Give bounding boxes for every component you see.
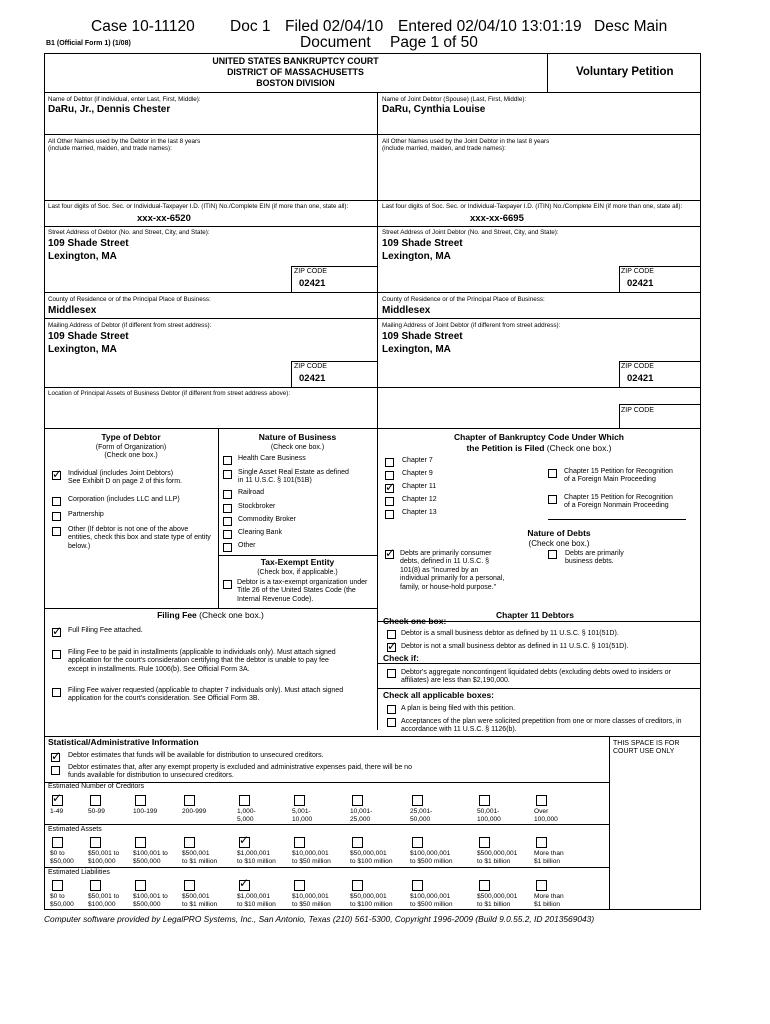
entered-date: Entered 02/04/10 13:01:19 (398, 18, 582, 35)
nature-of-business-checkbox-5[interactable] (223, 530, 232, 539)
tax-exempt-checkbox[interactable] (223, 580, 232, 589)
nature-of-business-label-0: Health Care Business (238, 455, 306, 462)
assets-checkbox-7[interactable] (412, 837, 423, 848)
chapter-right-label-1: Chapter 15 Petition for Recognition of a Foreign Nonmain Proceeding (564, 494, 673, 510)
joint-mail-zip: 02421 (627, 373, 654, 384)
small-business-checkbox[interactable] (387, 630, 396, 639)
form-id: B1 (Official Form 1) (1/08) (46, 40, 131, 47)
nature-of-business-label-5: Clearing Bank (238, 529, 282, 536)
court-line3: BOSTON DIVISION (256, 78, 335, 88)
liabilities-label-2: $100,001 to $500,000 (133, 893, 168, 908)
assets-checkbox-4[interactable] (239, 837, 250, 848)
creditors-label-5: 5,001- 10,000 (292, 808, 313, 823)
joint-zip-label: ZIP CODE (621, 268, 654, 275)
nature-of-business-title: Nature of Business (258, 432, 337, 442)
creditors-label-0: 1-49 (50, 808, 64, 815)
debtor-other-names-label: All Other Names used by the Debtor in the last 8 years (include married, maiden, and trade names): (48, 138, 201, 153)
chapter11-check-one: Check one box: (383, 616, 447, 626)
creditors-label-4: 1,000- 5,000 (237, 808, 256, 823)
court-line1: UNITED STATES BANKRUPTCY COURT (212, 56, 379, 66)
creditors-checkbox-7[interactable] (412, 795, 423, 806)
chapter-left-checkbox-3[interactable] (385, 497, 394, 506)
liabilities-checkbox-2[interactable] (135, 880, 146, 891)
no-funds-label: Debtor estimates that, after any exempt property is excluded and administrative expenses paid, there will be no funds available for distribution to unsecured creditors. (68, 764, 412, 780)
doc-number: Doc 1 (230, 18, 271, 35)
joint-name-label: Name of Joint Debtor (Spouse) (Last, First, Middle): (382, 96, 527, 103)
liabilities-checkbox-7[interactable] (412, 880, 423, 891)
creditors-label-8: 50,001- 100,000 (477, 808, 501, 823)
joint-name: DaRu, Cynthia Louise (382, 104, 486, 115)
not-small-business-label: Debtor is not a small business debtor as defined in 11 U.S.C. § 101(51D). (401, 643, 629, 650)
court-use-only: THIS SPACE IS FOR COURT USE ONLY (613, 740, 680, 756)
joint-other-names-label: All Other Names used by the Joint Debtor in the last 8 years (include married, maiden, and trade names): (382, 138, 550, 153)
filing-fee-label-0: Full Filing Fee attached. (68, 627, 143, 634)
liabilities-label-8: $500,000,001 to $1 billion (477, 893, 518, 908)
case-number: Case 10-11120 (91, 18, 195, 35)
debtor-ssn: xxx-xx-6520 (137, 213, 191, 224)
type-of-debtor-label-0: Individual (includes Joint Debtors) See Exhibit D on page 2 of this form. (68, 470, 183, 486)
chapter-left-label-4: Chapter 13 (402, 509, 437, 516)
small-business-label: Debtor is a small business debtor as defined by 11 U.S.C. § 101(51D). (401, 630, 619, 637)
nature-of-business-label-6: Other (238, 542, 256, 549)
creditors-checkbox-3[interactable] (184, 795, 195, 806)
not-small-business-checkbox[interactable] (387, 643, 396, 652)
consumer-debts-label: Debts are primarily consumer debts, defined in 11 U.S.C. § 101(8) as "incurred by an individual primarily for a personal, family, or house-hold purpose." (400, 550, 505, 591)
assets-label-1: $50,001 to $100,000 (88, 850, 120, 865)
type-of-debtor-checkbox-0[interactable] (52, 471, 61, 480)
type-of-debtor-checkbox-3[interactable] (52, 527, 61, 536)
chapter11-title: Chapter 11 Debtors (496, 610, 574, 620)
creditors-label-9: Over 100,000 (534, 808, 558, 823)
assets-label-7: $100,000,001 to $500 million (410, 850, 453, 865)
joint-zip: 02421 (627, 278, 654, 289)
chapter-left-label-2: Chapter 11 (402, 483, 437, 490)
debtor-county: Middlesex (48, 305, 97, 316)
creditors-checkbox-9[interactable] (536, 795, 547, 806)
creditors-label-3: 200-999 (182, 808, 207, 815)
debtor-street-label: Street Address of Debtor (No. and Street, City, and State): (48, 229, 210, 236)
assets-checkbox-2[interactable] (135, 837, 146, 848)
chapter-left-label-3: Chapter 12 (402, 496, 437, 503)
creditors-checkbox-0[interactable] (52, 795, 63, 806)
joint-street2: Lexington, MA (382, 251, 451, 262)
type-of-debtor-label-3: Other (If debtor is not one of the above entities, check this box and state type of entity below.) (68, 526, 211, 550)
liabilities-label-5: $10,000,001 to $50 million (292, 893, 331, 908)
joint-mail1: 109 Shade Street (382, 331, 463, 342)
filing-fee-title: Filing Fee (Check one box.) (157, 610, 264, 620)
debtor-mail-label: Mailing Address of Debtor (if different from street address): (48, 322, 212, 329)
debtor-mail2: Lexington, MA (48, 344, 117, 355)
creditors-label-1: 50-99 (88, 808, 105, 815)
assets-checkbox-8[interactable] (479, 837, 490, 848)
assets-checkbox-3[interactable] (184, 837, 195, 848)
chapter-left-checkbox-1[interactable] (385, 471, 394, 480)
liabilities-checkbox-9[interactable] (536, 880, 547, 891)
chapter-title-line2: the Petition is Filed (Check one box.) (466, 443, 612, 453)
chapter11-check-all: Check all applicable boxes: (383, 690, 495, 700)
acceptances-checkbox[interactable] (387, 718, 396, 727)
chapter11-check-if: Check if: (383, 653, 419, 663)
nature-of-business-checkbox-6[interactable] (223, 543, 232, 552)
consumer-debts-checkbox[interactable] (385, 550, 394, 559)
chapter-right-label-0: Chapter 15 Petition for Recognition of a Foreign Main Proceeding (564, 468, 673, 484)
creditors-checkbox-6[interactable] (352, 795, 363, 806)
assets-checkbox-5[interactable] (294, 837, 305, 848)
plan-filed-checkbox[interactable] (387, 705, 396, 714)
filing-fee-label-1: Filing Fee to be paid in installments (applicable to individuals only). Must attach signed application for the court's consideration certifying that the debtor is unable to pay fee except in installments. Rule 1006(b). See Official Form 3A. (68, 649, 336, 673)
assets-label-9: More than $1 billion (534, 850, 564, 865)
joint-street1: 109 Shade Street (382, 238, 463, 249)
assets-label-8: $500,000,001 to $1 billion (477, 850, 518, 865)
no-funds-checkbox[interactable] (51, 766, 60, 775)
filing-fee-label-2: Filing Fee waiver requested (applicable to chapter 7 individuals only). Must attach signed application for the court's consideration. See Official Form 3B. (68, 687, 344, 703)
court-title (44, 56, 547, 89)
assets-checkbox-9[interactable] (536, 837, 547, 848)
liabilities-label-6: $50,000,001 to $100 million (350, 893, 393, 908)
liabilities-checkbox-1[interactable] (90, 880, 101, 891)
nature-of-business-label-4: Commodity Broker (238, 516, 296, 523)
nature-of-business-checkbox-1[interactable] (223, 470, 232, 479)
liabilities-label-0: $0 to $50,000 (50, 893, 74, 908)
assets-label-0: $0 to $50,000 (50, 850, 74, 865)
assets-label-6: $50,000,001 to $100 million (350, 850, 393, 865)
creditors-checkbox-4[interactable] (239, 795, 250, 806)
funds-available-label: Debtor estimates that funds will be available for distribution to unsecured creditors. (68, 752, 324, 759)
assets-checkbox-0[interactable] (52, 837, 63, 848)
chapter-left-checkbox-4[interactable] (385, 510, 394, 519)
filing-fee-checkbox-0[interactable] (52, 628, 61, 637)
assets-checkbox-1[interactable] (90, 837, 101, 848)
liabilities-label-4: $1,000,001 to $10 million (237, 893, 276, 908)
nature-of-business-checkbox-3[interactable] (223, 504, 232, 513)
assets-label-2: $100,001 to $500,000 (133, 850, 168, 865)
debtor-street1: 109 Shade Street (48, 238, 129, 249)
plan-filed-label: A plan is being filed with this petition. (401, 705, 516, 712)
nature-of-business-subtitle: (Check one box.) (270, 444, 325, 451)
assets-label-4: $1,000,001 to $10 million (237, 850, 276, 865)
type-of-debtor-subtitle: (Form of Organization) (Check one box.) (95, 444, 167, 460)
type-of-debtor-label-1: Corporation (includes LLC and LLP) (68, 496, 180, 503)
liabilities-checkbox-8[interactable] (479, 880, 490, 891)
creditors-label-6: 10,001- 25,000 (350, 808, 373, 823)
type-of-debtor-checkbox-1[interactable] (52, 497, 61, 506)
liabilities-checkbox-5[interactable] (294, 880, 305, 891)
desc-main: Desc Main (594, 18, 668, 35)
chapter-left-checkbox-2[interactable] (385, 484, 394, 493)
debtor-ssn-label: Last four digits of Soc. Sec. or Individual-Taxpayer I.D. (ITIN) No./Complete EIN (if more than one, state all): (48, 203, 349, 210)
debtor-county-label: County of Residence or of the Principal Place of Business: (48, 296, 211, 303)
assets-label-3: $500,001 to $1 million (182, 850, 218, 865)
assets-label: Estimated Assets (48, 826, 102, 833)
page-number: Page 1 of 50 (390, 34, 478, 51)
debtor-name-label: Name of Debtor (if individual, enter Last, First, Middle): (48, 96, 201, 103)
joint-ssn: xxx-xx-6695 (470, 213, 524, 224)
debtor-name: DaRu, Jr., Dennis Chester (48, 104, 171, 115)
liabilities-checkbox-4[interactable] (239, 880, 250, 891)
joint-ssn-label: Last four digits of Soc. Sec. or Individual-Taxpayer I.D. (ITIN) No./Complete EIN (if more than one, state all): (382, 203, 683, 210)
chapter-right-checkbox-0[interactable] (548, 469, 557, 478)
joint-county: Middlesex (382, 305, 431, 316)
aggregate-debts-checkbox[interactable] (387, 669, 396, 678)
filing-fee-checkbox-1[interactable] (52, 650, 61, 659)
filed-date: Filed 02/04/10 (285, 18, 384, 35)
voluntary-petition-title: Voluntary Petition (576, 66, 674, 78)
statistical-title: Statistical/Administrative Information (48, 737, 199, 747)
nature-of-business-label-1: Single Asset Real Estate as defined in 11 U.S.C. § 101(51B) (238, 469, 349, 485)
debtor-mail-zip: 02421 (299, 373, 326, 384)
creditors-checkbox-1[interactable] (90, 795, 101, 806)
filing-fee-checkbox-2[interactable] (52, 688, 61, 697)
joint-mail2: Lexington, MA (382, 344, 451, 355)
chapter-left-label-0: Chapter 7 (402, 457, 433, 464)
creditors-checkbox-2[interactable] (135, 795, 146, 806)
document-label: Document (300, 34, 371, 51)
nature-of-business-checkbox-4[interactable] (223, 517, 232, 526)
liabilities-label-7: $100,000,001 to $500 million (410, 893, 453, 908)
creditors-label-7: 25,001- 50,000 (410, 808, 433, 823)
debtor-mail-zip-label: ZIP CODE (294, 363, 327, 370)
liabilities-label: Estimated Liabilities (48, 869, 110, 876)
liabilities-checkbox-3[interactable] (184, 880, 195, 891)
type-of-debtor-title: Type of Debtor (101, 432, 161, 442)
liabilities-checkbox-0[interactable] (52, 880, 63, 891)
creditors-label-2: 100-199 (133, 808, 158, 815)
liabilities-label-3: $500,001 to $1 million (182, 893, 218, 908)
type-of-debtor-label-2: Partnership (68, 511, 104, 518)
joint-county-label: County of Residence or of the Principal Place of Business: (382, 296, 545, 303)
nature-of-business-checkbox-2[interactable] (223, 490, 232, 499)
type-of-debtor-checkbox-2[interactable] (52, 512, 61, 521)
nature-of-business-label-2: Railroad (238, 489, 265, 496)
liabilities-label-9: More than $1 billion (534, 893, 564, 908)
liabilities-label-1: $50,001 to $100,000 (88, 893, 120, 908)
chapter-right-checkbox-1[interactable] (548, 495, 557, 504)
footer-copyright: Computer software provided by LegalPRO Systems, Inc., San Antonio, Texas (210) 561-5300, Copyright 1996-2009 (Build 9.0.55.2, ID 2013569043) (44, 914, 595, 924)
business-debts-checkbox[interactable] (548, 550, 557, 559)
business-debts-label: Debts are primarily business debts. (565, 550, 624, 566)
joint-mail-zip-label: ZIP CODE (621, 363, 654, 370)
assets-label-5: $10,000,001 to $50 million (292, 850, 331, 865)
debtor-mail1: 109 Shade Street (48, 331, 129, 342)
location-label: Location of Principal Assets of Business Debtor (if different from street address above): (48, 390, 291, 397)
nature-of-debts-title: Nature of Debts (527, 528, 591, 538)
court-line2: DISTRICT OF MASSACHUSETTS (227, 67, 364, 77)
chapter-left-checkbox-0[interactable] (385, 458, 394, 467)
creditors-checkbox-8[interactable] (479, 795, 490, 806)
tax-exempt-title: Tax-Exempt Entity (260, 557, 335, 567)
chapter-title-line1: Chapter of Bankruptcy Code Under Which (453, 432, 624, 442)
acceptances-label: Acceptances of the plan were solicited prepetition from one or more classes of creditors, in accordance with 11 U.S.C. § 1126(b). (401, 718, 682, 734)
liabilities-checkbox-6[interactable] (352, 880, 363, 891)
assets-checkbox-6[interactable] (352, 837, 363, 848)
tax-exempt-label: Debtor is a tax-exempt organization under Title 26 of the United States Code (the Internal Revenue Code). (237, 579, 368, 603)
joint-street-label: Street Address of Joint Debtor (No. and Street, City, and State): (382, 229, 559, 236)
debtor-zip-label: ZIP CODE (294, 268, 327, 275)
debtor-street2: Lexington, MA (48, 251, 117, 262)
creditors-checkbox-5[interactable] (294, 795, 305, 806)
joint-mail-label: Mailing Address of Joint Debtor (if different from street address): (382, 322, 561, 329)
chapter-left-label-1: Chapter 9 (402, 470, 433, 477)
aggregate-debts-label: Debtor's aggregate noncontingent liquidated debts (excluding debts owed to insiders or affiliates) are less than $2,190,000. (401, 669, 671, 685)
nature-of-debts-subtitle: (Check one box.) (528, 539, 590, 548)
location-zip-label: ZIP CODE (621, 407, 654, 414)
creditors-label: Estimated Number of Creditors (48, 783, 145, 790)
debtor-zip: 02421 (299, 278, 326, 289)
nature-of-business-checkbox-0[interactable] (223, 456, 232, 465)
tax-exempt-subtitle: (Check box, if applicable.) (257, 569, 338, 576)
chapter-title (377, 432, 701, 454)
funds-available-checkbox[interactable] (51, 753, 60, 762)
nature-of-business-label-3: Stockbroker (238, 503, 276, 510)
